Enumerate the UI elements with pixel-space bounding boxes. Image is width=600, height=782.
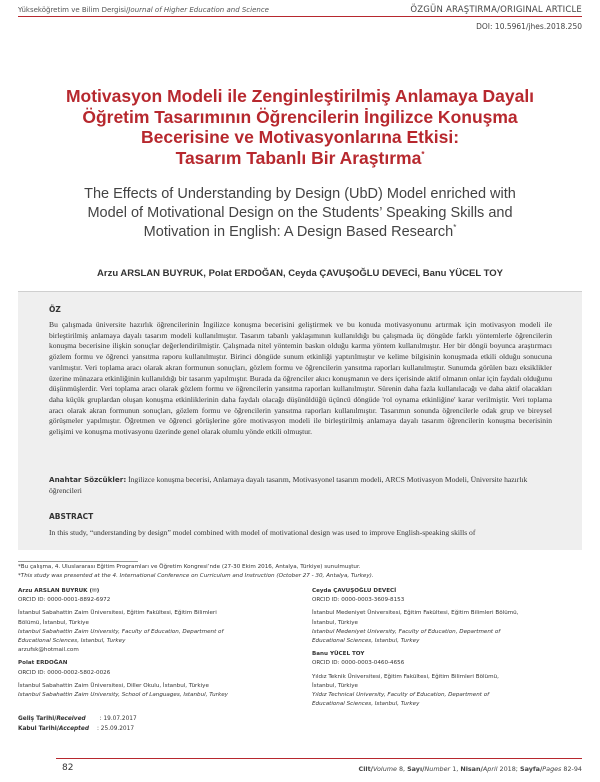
author-affiliation-en: Istanbul Sabahattin Zaim University, School of Languages, Istanbul, Turkey [18, 692, 228, 699]
keywords-label: Anahtar Sözcükler: [49, 475, 127, 484]
author-orcid[interactable]: ORCID ID: 0000-0001-8892-6972 [18, 597, 111, 604]
author-name: Banu YÜCEL TOY [312, 651, 365, 658]
author-name: Ceyda ÇAVUŞOĞLU DEVECİ [312, 588, 397, 594]
author-affiliation-en: Educational Sciences, Istanbul, Turkey [312, 701, 420, 708]
author-affiliation: İstanbul Sabahattin Zaim Üniversitesi, Eğitim Fakültesi, Eğitim Bilimleri [18, 610, 217, 617]
oz-text: Bu çalışmada üniversite hazırlık öğrencilerinin İngilizce konuşma becerisini geliştirmek ve bu konuda motivasyonunu artırmak için motivasyon modeli ile birleştirilmiş anlamaya dayalı tasarım modeli kullanılmıştır. Tasarım tabanlı yaklaşımının kullanıldığı bu çalışmada üç döngüde farklı yöntemlerle öğrencilerin konuşma becerisine ilişkin sonuçlar değerlendirilmiştir. Çalışmada nitel yöntemin baskın olduğu karma yöntem kullanılmıştır. Her bir döngü boyunca araştırmacı gözlem formu ve öğrenci yansıtma raporu kullanılmıştır. Birinci döngüde sunum etkinliği yaptırılmıştır ve kelime bilgisinin konuşmada etkili olduğu sonucuna varılmıştır. Veri toplama aracı olarak akran formunun sonuçları, gözlem formu ve öğrencilerin yansıtma raporları kullanılmıştır. Sunumda görülen bazı eksiklikler üzerine münazara etkinliğinin kullanıldığı bir tasarım yapılmıştır. Burada da öğrenciler akıcı konuşmanın ve ders içerisinde aktif olmanın onlar için faydalı olduğunu düşünmüşlerdir. Veri toplama aracı olarak gözlem formu ve öğrencilerin yansıtma raporları kullanılmıştır. Sürenin daha fazla kullanılacağı ve daha aktif olacakları daha küçük gruplardan oluşan konuşma etkinliklerinin daha faydalı olacağı düşünüldüğü üçüncü döngüde 'rol oynama etkinliğine' karar verilmiştir. Veri toplama aracı olarak akran formunun sonuçları, gözlem formu ve öğrencilerin yansıtma raporları kullanılmıştır. Tasarımın sonunda öğrencilerle odak grup ve bireysel görüşmeler yapılmıştır. Öğretmen ve öğrenci görüşlerine göre motivasyon modeli ile birleştirilmiş anlamaya dayalı tasarım öğrencilerin konuşma becerisinin gelişimi ve konuşma motivasyonu üzerinde genel olarak olumlu yönde etkili olmuştur. [49, 320, 552, 437]
author-affiliation-en: Istanbul Sabahattin Zaim University, Faculty of Education, Department of [18, 628, 224, 635]
footnote-tr: *Bu çalışma, 4. Uluslararası Eğitim Programları ve Öğretim Kongresi’nde (27-30 Ekim 2016, Antalya, Türkiye) sunulmuştur. [18, 564, 361, 570]
abstract-text: In this study, “understanding by design” model combined with model of motivational design was used to improve English-speaking skills of [49, 528, 476, 537]
journal-name [18, 6, 269, 14]
author-affiliation: İstanbul, Türkiye [312, 619, 358, 626]
author-affiliation-en: Educational Sciences, Istanbul, Turkey [312, 638, 420, 645]
author-info-right [312, 587, 592, 709]
page-number: 82 [62, 763, 74, 773]
author-affiliation: İstanbul Sabahattin Zaim Üniversitesi, Diller Okulu, İstanbul, Türkiye [18, 682, 209, 689]
author-name: Polat ERDOĞAN [18, 660, 68, 667]
received-date: Geliş Tarihi/Received : 19.07.2017 [18, 716, 137, 722]
accepted-date: Kabul Tarihi/Accepted : 25.09.2017 [18, 725, 135, 732]
author-name: Arzu ARSLAN BUYRUK (✉) [18, 588, 100, 594]
author-orcid[interactable]: ORCID ID: 0000-0002-5802-0026 [18, 669, 111, 676]
journal-name-en: Journal of Higher Education and Science [128, 6, 269, 14]
author-affiliation: Bölümü, İstanbul, Türkiye [18, 619, 89, 626]
author-affiliation-en: Istanbul Medeniyet University, Faculty of Education, Department of [312, 628, 501, 635]
footer-rule [56, 758, 582, 759]
footnote-mark: * [421, 149, 425, 159]
footnote-mark: * [453, 223, 457, 233]
issue-info: Cilt/Volume 8, Sayı/Number 1, Nisan/April 2018; Sayfa/Pages 82-94 [358, 765, 582, 773]
title-tr-line: Becerisine ve Motivasyonlarına Etkisi: [140, 127, 460, 147]
title-en-line: The Effects of Understanding by Design (UbD) Model enriched with [84, 186, 516, 202]
title-turkish [40, 86, 560, 168]
title-english [40, 185, 560, 242]
title-tr-line: Motivasyon Modeli ile Zenginleştirilmiş Anlamaya Dayalı [65, 86, 535, 106]
author-affiliation-en: Yıldız Technical University, Faculty of Education, Department of [312, 692, 490, 699]
dates [18, 715, 137, 734]
title-tr-line: Öğretim Tasarımının Öğrencilerin İngilizce Konuşma [82, 106, 518, 127]
authors: Arzu ARSLAN BUYRUK, Polat ERDOĞAN, Ceyda ÇAVUŞOĞLU DEVECİ, Banu YÜCEL TOY [97, 268, 503, 279]
journal-name-tr: Yükseköğretim ve Bilim Dergisi/ [18, 6, 129, 14]
author-email[interactable]: arzufsk@hotmail.com [18, 647, 79, 654]
doi[interactable]: DOI: 10.5961/jhes.2018.250 [476, 22, 582, 31]
footnote-en: *This study was presented at the 4. International Conference on Curriculum and Instruction (October 27 - 30, Antalya, Turkey). [18, 573, 374, 579]
article-type: ÖZGÜN ARAŞTIRMA/ORIGINAL ARTICLE [410, 5, 582, 15]
abstract-heading: ABSTRACT [49, 512, 94, 521]
title-en-line: Model of Motivational Design on the Students’ Speaking Skills and [87, 205, 513, 221]
oz-heading: ÖZ [49, 305, 61, 314]
author-affiliation: İstanbul, Türkiye [312, 682, 358, 689]
author-info-left [18, 587, 298, 700]
header-rule [18, 16, 582, 17]
keywords-text: İngilizce konuşma becerisi, Anlamaya dayalı tasarım, Motivasyonel tasarım modeli, ARCS Motivasyon Modeli, Üniversite hazırlık öğrencileri [49, 475, 528, 495]
author-affiliation-en: Educational Sciences, Istanbul, Turkey [18, 638, 126, 645]
author-affiliation: İstanbul Medeniyet Üniversitesi, Eğitim Fakültesi, Eğitim Bilimleri Bölümü, [312, 610, 519, 617]
title-en-line: Motivation in English: A Design Based Research [143, 224, 454, 240]
author-orcid[interactable]: ORCID ID: 0000-0003-0460-4656 [312, 660, 405, 667]
title-tr-line: Tasarım Tabanlı Bir Araştırma [175, 147, 422, 168]
keywords [49, 475, 552, 496]
footnote-rule [18, 561, 138, 562]
author-affiliation: Yıldız Teknik Üniversitesi, Eğitim Fakültesi, Eğitim Bilimleri Bölümü, [312, 673, 499, 680]
author-orcid[interactable]: ORCID ID: 0000-0003-3609-8153 [312, 597, 405, 604]
